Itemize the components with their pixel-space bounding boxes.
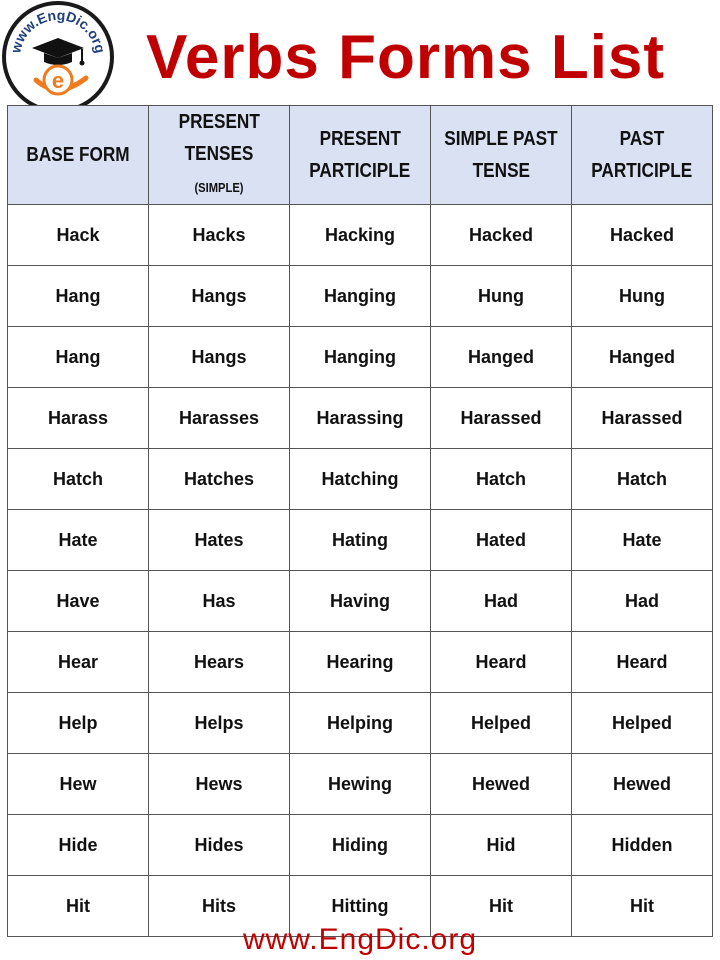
table-row	[8, 693, 713, 754]
table-cell: Hang	[8, 327, 149, 388]
table-cell: Helped	[431, 693, 572, 754]
table-cell: Hacked	[431, 205, 572, 266]
table-cell: Hews	[149, 754, 290, 815]
table-cell: Harassed	[431, 388, 572, 449]
table-cell: Harasses	[149, 388, 290, 449]
table-cell: Heard	[572, 632, 713, 693]
table-cell: Help	[8, 693, 149, 754]
table-cell: Hew	[8, 754, 149, 815]
table-cell: Hate	[572, 510, 713, 571]
verb-forms-table	[7, 105, 713, 937]
table-row	[8, 815, 713, 876]
table-header-row	[8, 106, 713, 205]
table-row	[8, 388, 713, 449]
header-label: PRESENT	[178, 111, 260, 133]
header-label: BASE FORM	[26, 144, 130, 166]
table-cell: Hide	[8, 815, 149, 876]
table-cell: Hides	[149, 815, 290, 876]
table-cell: Harassed	[572, 388, 713, 449]
table-cell: Hiding	[290, 815, 431, 876]
table-cell: Hacking	[290, 205, 431, 266]
header-base-form	[8, 106, 149, 205]
table-cell: Harassing	[290, 388, 431, 449]
table-cell: Hack	[8, 205, 149, 266]
page-title: Verbs Forms List	[146, 23, 666, 92]
header-simple-past	[431, 106, 572, 205]
table-cell: Hatching	[290, 449, 431, 510]
table-cell: Hangs	[149, 327, 290, 388]
table-cell: Hatch	[572, 449, 713, 510]
table-cell: Hates	[149, 510, 290, 571]
table-cell: Has	[149, 571, 290, 632]
header-label: SIMPLE PAST	[444, 128, 558, 150]
table-row	[8, 571, 713, 632]
logo-text: www.EngDic.org	[7, 6, 109, 55]
table-row	[8, 266, 713, 327]
table-cell: Hanging	[290, 327, 431, 388]
table-cell: Hated	[431, 510, 572, 571]
table-row	[8, 449, 713, 510]
table-cell: Hanging	[290, 266, 431, 327]
header-present-participle	[290, 106, 431, 205]
table-cell: Hearing	[290, 632, 431, 693]
table-row	[8, 327, 713, 388]
table-cell: Hung	[572, 266, 713, 327]
table-cell: Helps	[149, 693, 290, 754]
table-cell: Hangs	[149, 266, 290, 327]
header-label: PARTICIPLE	[309, 160, 411, 182]
table-cell: Hate	[8, 510, 149, 571]
header-past-participle	[572, 106, 713, 205]
table-cell: Have	[8, 571, 149, 632]
table-cell: Hung	[431, 266, 572, 327]
table-cell: Had	[431, 571, 572, 632]
table-cell: Had	[572, 571, 713, 632]
table-cell: Hits	[149, 876, 290, 937]
table-cell: Hanged	[431, 327, 572, 388]
table-cell: Hanged	[572, 327, 713, 388]
table-cell: Having	[290, 571, 431, 632]
table-row	[8, 510, 713, 571]
table-cell: Hacked	[572, 205, 713, 266]
table-cell: Hear	[8, 632, 149, 693]
logo-letter: e	[51, 68, 65, 93]
table-body	[8, 205, 713, 937]
header-note: (SIMPLE)	[194, 180, 244, 195]
table-cell: Harass	[8, 388, 149, 449]
table-cell: Hatch	[8, 449, 149, 510]
table-cell: Hears	[149, 632, 290, 693]
header-label: PAST	[619, 128, 665, 150]
table-cell: Hidden	[572, 815, 713, 876]
table-cell: Hit	[431, 876, 572, 937]
table-cell: Hewing	[290, 754, 431, 815]
table-cell: Heard	[431, 632, 572, 693]
header-label: PARTICIPLE	[591, 160, 693, 182]
table-cell: Helped	[572, 693, 713, 754]
table-cell: Hang	[8, 266, 149, 327]
table-row	[8, 632, 713, 693]
header-label: TENSE	[472, 160, 530, 182]
table-cell: Hid	[431, 815, 572, 876]
engdic-logo	[0, 0, 116, 116]
table-cell: Hatches	[149, 449, 290, 510]
table-cell: Hit	[8, 876, 149, 937]
table-cell: Hatch	[431, 449, 572, 510]
table-cell: Hewed	[431, 754, 572, 815]
table-cell: Hewed	[572, 754, 713, 815]
table-row	[8, 205, 713, 266]
logo-badge	[0, 0, 116, 116]
table-cell: Hacks	[149, 205, 290, 266]
table-cell: Hating	[290, 510, 431, 571]
footer-url: www.EngDic.org	[242, 923, 478, 956]
table-cell: Hit	[572, 876, 713, 937]
header-label: TENSES	[184, 143, 254, 165]
table-row	[8, 754, 713, 815]
table-cell: Hitting	[290, 876, 431, 937]
header-label: PRESENT	[319, 128, 401, 150]
header-present-tense	[149, 106, 290, 205]
table-cell: Helping	[290, 693, 431, 754]
